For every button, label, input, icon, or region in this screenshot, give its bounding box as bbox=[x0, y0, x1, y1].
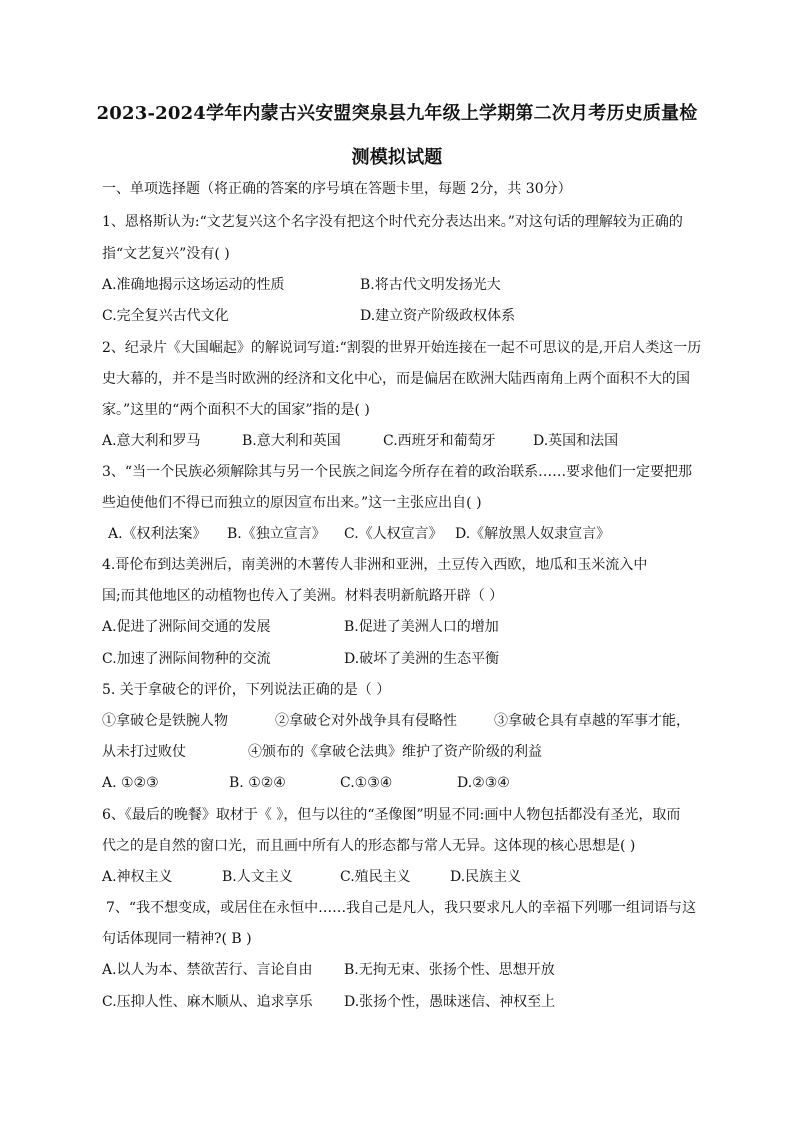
question-6-option-b: B.人文主义 bbox=[222, 869, 293, 885]
question-5-statement-2: ②拿破仑对外战争具有侵略性 bbox=[275, 713, 457, 729]
question-7-option-d: D.张扬个性，愚昧迷信、神权至上 bbox=[344, 994, 556, 1010]
question-5-line-1: 5. 关于拿破仑的评价，下列说法正确的是（ ） bbox=[102, 682, 391, 698]
question-2-line-3: 家。”这里的“两个面积不大的国家”指的是( ) bbox=[102, 402, 370, 418]
question-3-option-b: B.《独立宣言》 bbox=[227, 526, 326, 542]
question-7-option-c: C.压抑人性、麻木顺从、追求享乐 bbox=[102, 994, 313, 1010]
question-3-option-a: A.《权利法案》 bbox=[108, 526, 207, 542]
question-3-line-1: 3、“当一个民族必须解除其与另一个民族之间迄今所存在着的政治联系……要求他们一定要把那 bbox=[102, 464, 693, 480]
question-6-option-c: C.殖民主义 bbox=[340, 869, 411, 885]
section-heading: 一、单项选择题（将正确的答案的序号填在答题卡里，每题 2分，共 30分） bbox=[102, 181, 572, 197]
question-4-option-b: B.促进了美洲人口的增加 bbox=[344, 619, 499, 635]
question-5-statement-4: ④颁布的《拿破仑法典》维护了资产阶级的利益 bbox=[248, 744, 542, 760]
question-5-option-c: C.①③④ bbox=[340, 775, 393, 791]
question-1-line-2: 指“文艺复兴”没有( ) bbox=[102, 246, 230, 262]
question-6-option-a: A.神权主义 bbox=[102, 869, 173, 885]
exam-title-line-2: 测模拟试题 bbox=[351, 147, 443, 168]
question-6-line-1: 6、《最后的晚餐》取材于《 》，但与以往的“圣像图”明显不同:画中人物包括都没有圣光，取而 bbox=[102, 807, 681, 823]
question-7-line-2: 句话体现同一精神?( B ) bbox=[102, 931, 252, 947]
question-3-option-c: C.《人权宣言》 bbox=[344, 526, 443, 542]
question-1-line-1: 1、恩格斯认为:“文艺复兴这个名字没有把这个时代充分表达出来。”对这句话的理解较为正确的 bbox=[102, 214, 683, 230]
question-3-option-d: D.《解放黑人奴隶宣言》 bbox=[455, 526, 611, 542]
question-2-option-c: C.西班牙和葡萄牙 bbox=[383, 433, 496, 449]
question-5-statement-1: ①拿破仑是铁腕人物 bbox=[102, 713, 228, 729]
exam-title-line-1: 2023-2024学年内蒙古兴安盟突泉县九年级上学期第二次月考历史质量检 bbox=[96, 103, 698, 124]
question-4-line-2: 国;而其他地区的动植物也传入了美洲。材料表明新航路开辟（ ） bbox=[102, 588, 504, 604]
question-7-option-a: A.以人为本、禁欲苦行、言论自由 bbox=[102, 962, 313, 978]
question-2-line-2: 史大幕的，并不是当时欧洲的经济和文化中心，而是偏居在欧洲大陆西南角上两个面积不大的国 bbox=[102, 371, 690, 387]
question-2-option-a: A.意大利和罗马 bbox=[102, 433, 201, 449]
question-2-option-b: B.意大利和英国 bbox=[242, 433, 341, 449]
question-5-statement-3-cont: 从未打过败仗 bbox=[102, 744, 186, 760]
question-2-line-1: 2、纪录片《大国崛起》的解说词写道:“割裂的世界开始连接在一起不可思议的是,开启人类这一历 bbox=[102, 340, 702, 356]
question-5-statement-3: ③拿破仑具有卓越的军事才能， bbox=[494, 713, 690, 729]
question-4-option-c: C.加速了洲际间物种的交流 bbox=[102, 651, 271, 667]
question-1-option-a: A.准确地揭示这场运动的性质 bbox=[102, 277, 285, 293]
question-3-line-2: 些迫使他们不得已而独立的原因宣布出来。”这一主张应出自( ) bbox=[102, 495, 482, 511]
question-4-option-d: D.破坏了美洲的生态平衡 bbox=[344, 651, 500, 667]
question-1-option-c: C.完全复兴古代文化 bbox=[102, 308, 229, 324]
question-7-line-1: 7、“我不想变成，或居住在永恒中……我自己是凡人，我只要求凡人的幸福下列哪一组词语与这 bbox=[106, 900, 697, 916]
question-4-option-a: A.促进了洲际间交通的发展 bbox=[102, 619, 271, 635]
question-5-option-a: A. ①②③ bbox=[102, 775, 159, 791]
question-6-option-d: D.民族主义 bbox=[450, 869, 522, 885]
question-2-option-d: D.英国和法国 bbox=[533, 433, 619, 449]
question-5-option-b: B. ①②④ bbox=[229, 775, 286, 791]
question-1-option-b: B.将古代文明发扬光大 bbox=[360, 277, 501, 293]
question-4-line-1: 4.哥伦布到达美洲后，南美洲的木薯传人非洲和亚洲，土豆传入西欧，地瓜和玉米流入中 bbox=[102, 557, 648, 573]
question-7-option-b: B.无拘无束、张扬个性、思想开放 bbox=[344, 962, 555, 978]
question-5-option-d: D.②③④ bbox=[457, 775, 510, 791]
question-6-line-2: 代之的是自然的窗口光，而且画中所有人的形态都与常人无异。这体现的核心思想是( ) bbox=[102, 838, 636, 854]
question-1-option-d: D.建立资产阶级政权体系 bbox=[360, 308, 516, 324]
